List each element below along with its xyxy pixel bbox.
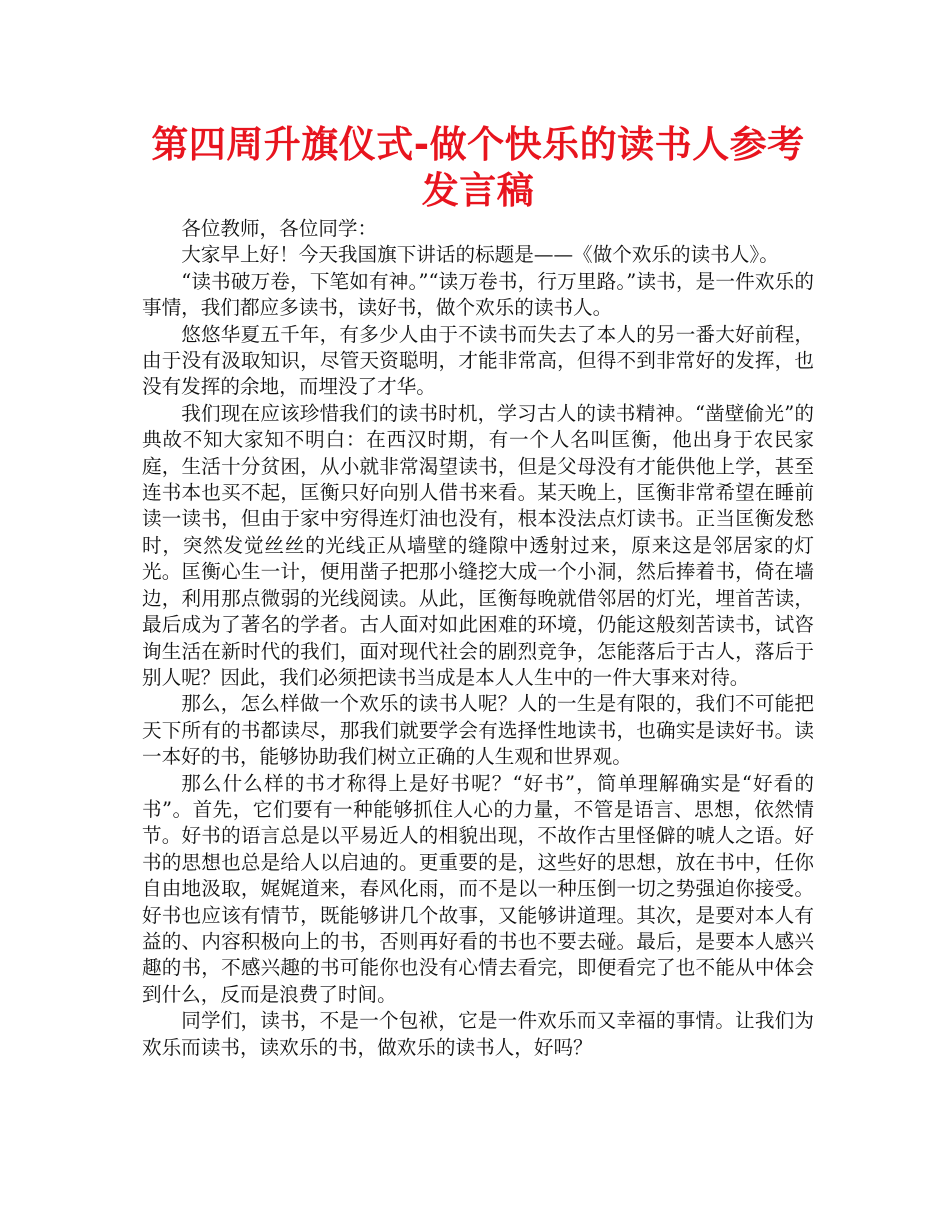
document-page <box>142 122 814 1061</box>
body-paragraph: “读书破万卷，下笔如有神。”“读万卷书，行万里路。”读书，是一件欢乐的事情，我们都应多读书，读好书，做个欢乐的读书人。 <box>142 269 814 320</box>
salutation-paragraph: 各位教师，各位同学： <box>181 217 378 240</box>
body-paragraph: 那么，怎么样做一个欢乐的读书人呢？人的一生是有限的，我们不可能把天下所有的书都读尽，那我们就要学会有选择性地读书，也确实是读好书。读一本好的书，能够协助我们树立正确的人生观和世界观。 <box>142 692 814 769</box>
closing-paragraph: 同学们，读书，不是一个包袱，它是一件欢乐而又幸福的事情。让我们为欢乐而读书，读欢乐的书，做欢乐的读书人，好吗？ <box>142 1009 814 1059</box>
body-paragraph: 我们现在应该珍惜我们的读书时机，学习古人的读书精神。“凿壁偷光”的典故不知大家知不明白：在西汉时期，有一个人名叫匡衡，他出身于农民家庭，生活十分贫困，从小就非常渴望读书，但是父母没有才能供他上学，甚至连书本也买不起，匡衡只好向别人借书来看。某天晚上，匡衡非常希望在睡前读一读书，但由于家中穷得连灯油也没有，根本没法点灯读书。正当匡衡发愁时，突然发觉丝丝的光线正从墙壁的缝隙中透射过来，原来这是邻居家的灯光。匡衡心生一计，便用凿子把那小缝挖大成一个小洞，然后捧着书，倚在墙边，利用那点微弱的光线阅读。从此，匡衡每晚就借邻居的灯光，埋首苦读，最后成为了著名的学者。古人面对如此困难的环境，仍能这般刻苦读书，试咨询生活在新时代的我们，面对现代社会的剧烈竞争，怎能落后于古人，落后于别人呢？因此，我们必须把读书当成是本人人生中的一件大事来对待。 <box>142 401 814 689</box>
body-paragraph: 那么什么样的书才称得上是好书呢？“好书”，简单理解确实是“好看的书”。首先，它们要有一种能够抓住人心的力量，不管是语言、思想，依然情节。好书的语言总是以平易近人的相貌出现，不故作古里怪僻的唬人之语。好书的思想也总是给人以启迪的。更重要的是，这些好的思想，放在书中，任你自由地汲取，娓娓道来，春风化雨，而不是以一种压倒一切之势强迫你接受。好书也应该有情节，既能够讲几个故事，又能够讲道理。其次，是要对本人有益的、内容积极向上的书，否则再好看的书也不要去碰。最后，是要本人感兴趣的书，不感兴趣的书可能你也没有心情去看完，即便看完了也不能从中体会到什么，反而是浪费了时间。 <box>142 771 814 1006</box>
greeting-paragraph: 大家早上好！今天我国旗下讲话的标题是——《做个欢乐的读书人》。 <box>181 243 779 267</box>
document-title: 第四周升旗仪式-做个快乐的读书人参考发言稿 <box>151 123 805 212</box>
document-body <box>142 216 814 1061</box>
body-paragraph: 悠悠华夏五千年，有多少人由于不读书而失去了本人的另一番大好前程，由于没有汲取知识，尽管天资聪明，才能非常高，但得不到非常好的发挥，也没有发挥的余地，而埋没了才华。 <box>142 322 814 399</box>
